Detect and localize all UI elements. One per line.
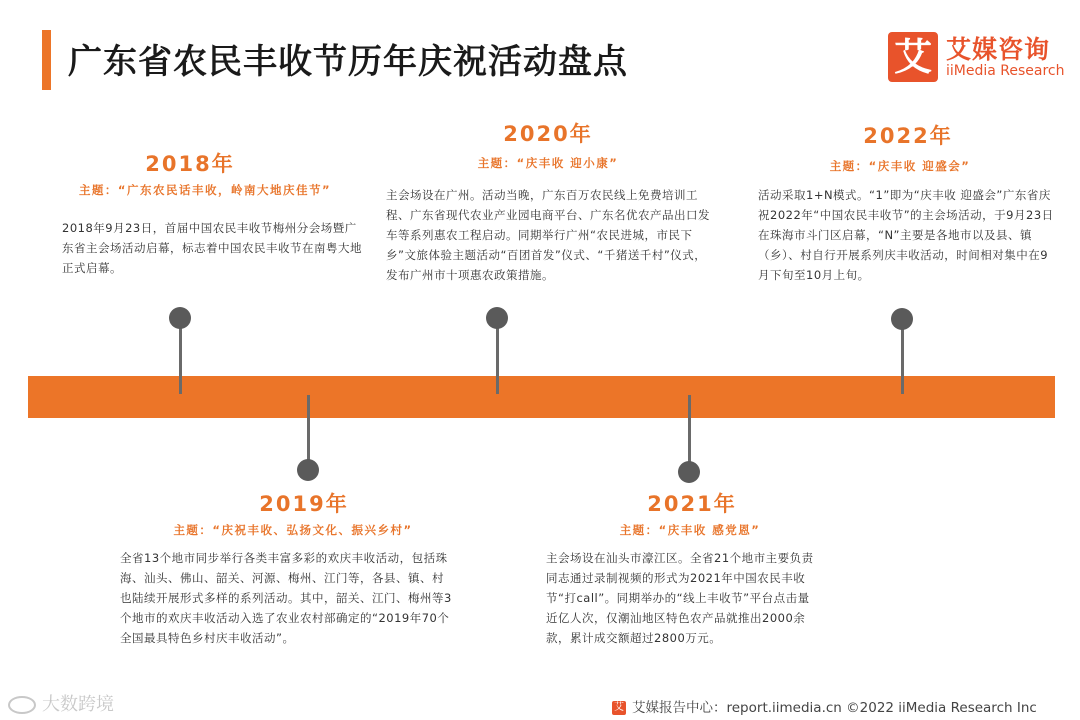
year-2018: 2018年: [145, 152, 235, 176]
stem-2019: [307, 395, 310, 467]
page-title: 广东省农民丰收节历年庆祝活动盘点: [68, 42, 628, 82]
stem-2020: [496, 322, 499, 394]
dot-2022: [891, 308, 913, 330]
year-2022: 2022年: [863, 124, 953, 148]
watermark: [8, 690, 114, 716]
brand-logo: [888, 32, 1065, 84]
year-2021: 2021年: [647, 492, 737, 516]
stem-2021: [688, 395, 691, 467]
stem-2022: [901, 322, 904, 394]
logo-cn-text: 艾媒咨询: [946, 35, 1051, 64]
year-2019: 2019年: [259, 492, 349, 516]
desc-2021: 主会场设在汕头市濠江区。全省21个地市主要负责同志通过录制视频的形式为2021年中国农民丰收节“打call”。同期举办的“线上丰收节”平台点击量近亿人次，仅潮汕地区特色农产品就推出2000余款，累计成交额超过2800万元。: [546, 551, 814, 645]
footer-source: [612, 696, 1037, 716]
theme-2019: 主题：“庆祝丰收、弘扬文化、振兴乡村”: [173, 523, 413, 537]
theme-2018: 主题：“广东农民话丰收，岭南大地庆佳节”: [78, 183, 332, 197]
title-accent-bar: [42, 30, 51, 90]
desc-2020: 主会场设在广州。活动当晚，广东百万农民线上免费培训工程、广东省现代农业产业园电商平台、广东名优农产品出口发车等系列惠农工程启动。同期举行广州“农民进城，市民下乡”文旅体验主题活动“百团首发”仪式、“千猪送千村”仪式，发布广州市十项惠农政策措施。: [386, 188, 710, 282]
watermark-logo-icon: [8, 696, 36, 714]
desc-2018: 2018年9月23日，首届中国农民丰收节梅州分会场暨广东省主会场活动启幕，标志着中国农民丰收节在南粤大地正式启幕。: [62, 221, 362, 275]
watermark-text: 大数跨境: [42, 694, 114, 715]
year-2020: 2020年: [503, 122, 593, 146]
logo-en-text: iiMedia Research: [946, 63, 1065, 79]
footer-text: 艾媒报告中心：report.iimedia.cn ©2022 iiMedia Research Inc: [632, 700, 1037, 716]
desc-2022: 活动采取1+N模式。“1”即为“庆丰收 迎盛会”广东省庆祝2022年“中国农民丰收节”的主会场活动，于9月23日在珠海市斗门区启幕，“N”主要是各地市以及县、镇（乡）、村自行开展系列庆丰收活动，时间相对集中在9月下旬至10月上旬。: [758, 188, 1054, 282]
stem-2018: [179, 322, 182, 394]
dot-2019: [297, 459, 319, 481]
theme-2021: 主题：“庆丰收 感党恩”: [619, 523, 761, 537]
dot-2021: [678, 461, 700, 483]
brand-mark-icon: 艾: [614, 702, 624, 713]
logo-mark-icon: 艾: [888, 32, 938, 82]
theme-2022: 主题：“庆丰收 迎盛会”: [829, 159, 971, 173]
theme-2020: 主题：“庆丰收 迎小康”: [477, 156, 619, 170]
desc-2019: 全省13个地市同步举行各类丰富多彩的欢庆丰收活动，包括珠海、汕头、佛山、韶关、河源、梅州、江门等，各县、镇、村也陆续开展形式多样的系列活动。其中，韶关、江门、梅州等3个地市的欢庆丰收活动入选了农业农村部确定的“2019年70个全国最具特色乡村庆丰收活动”。: [120, 551, 452, 645]
dot-2018: [169, 307, 191, 329]
dot-2020: [486, 307, 508, 329]
